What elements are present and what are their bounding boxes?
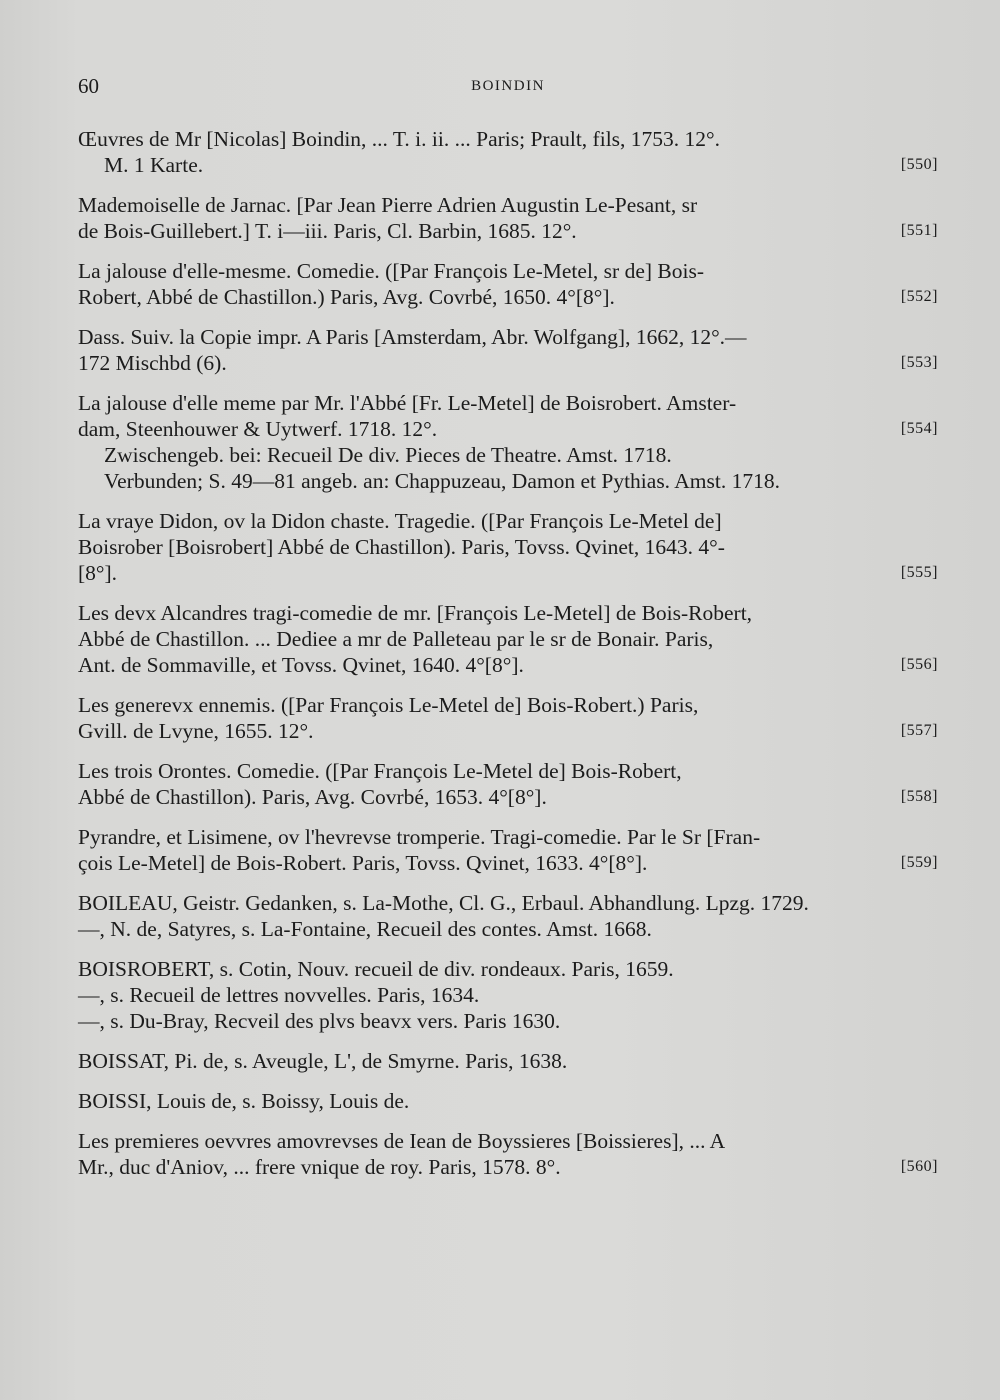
entry-line: BOISSI, Louis de, s. Boissy, Louis de. xyxy=(78,1089,410,1113)
entry-line: Robert, Abbé de Chastillon.) Paris, Avg. Covrbé, 1650. 4°[8°]. [552] xyxy=(78,285,938,309)
entry-line: Les trois Orontes. Comedie. ([Par François Le-Metel de] Bois-Robert, xyxy=(78,759,682,783)
entry-line: BOISROBERT, s. Cotin, Nouv. recueil de div. rondeaux. Paris, 1659. xyxy=(78,957,674,981)
entry-line: BOILEAU, Geistr. Gedanken, s. La-Mothe, Cl. G., Erbaul. Abhandlung. Lpzg. 1729. xyxy=(78,891,809,915)
entry-line: —, s. Recueil de lettres novvelles. Paris, 1634. xyxy=(78,983,480,1007)
entry-line: Les generevx ennemis. ([Par François Le-Metel de] Bois-Robert.) Paris, xyxy=(78,693,699,717)
entry-boileau xyxy=(78,890,940,942)
entry-number: [552] xyxy=(900,288,938,305)
entry-550 xyxy=(78,126,940,178)
entry-line: La jalouse d'elle meme par Mr. l'Abbé [Fr. Le-Metel] de Boisrobert. Amster- xyxy=(78,391,737,415)
entry-557 xyxy=(78,692,940,744)
entry-number: [559] xyxy=(900,854,938,871)
entry-551 xyxy=(78,192,940,244)
entry-line: Abbé de Chastillon. ... Dediee a mr de Palleteau par le sr de Bonair. Paris, xyxy=(78,627,714,651)
entry-line: dam, Steenhouwer & Uytwerf. 1718. 12°. [554] xyxy=(78,417,938,441)
entry-line: [8°]. [555] xyxy=(78,561,938,585)
entry-line: M. 1 Karte. [550] xyxy=(104,153,938,177)
entry-line: Les devx Alcandres tragi-comedie de mr. [François Le-Metel] de Bois-Robert, xyxy=(78,601,753,625)
entry-553 xyxy=(78,324,940,376)
entry-number: [555] xyxy=(900,564,938,581)
page-number: 60 xyxy=(78,74,99,98)
entry-554 xyxy=(78,390,940,494)
entry-note: Verbunden; S. 49—81 angeb. an: Chappuzeau, Damon et Pythias. Amst. 1718. xyxy=(104,469,780,493)
entry-line: La vraye Didon, ov la Didon chaste. Tragedie. ([Par François Le-Metel de] xyxy=(78,509,722,533)
entry-line: Mr., duc d'Aniov, ... frere vnique de roy. Paris, 1578. 8°. [560] xyxy=(78,1155,938,1179)
page-header xyxy=(78,74,938,104)
entry-number: [553] xyxy=(900,354,938,371)
entry-number: [558] xyxy=(900,788,938,805)
entry-boissat xyxy=(78,1048,940,1074)
catalog-entries xyxy=(78,126,940,1194)
entry-note: Zwischengeb. bei: Recueil De div. Pieces de Theatre. Amst. 1718. xyxy=(104,443,672,467)
entry-line: La jalouse d'elle-mesme. Comedie. ([Par François Le-Metel, sr de] Bois- xyxy=(78,259,704,283)
entry-line: Les premieres oevvres amovrevses de Iean de Boyssieres [Boissieres], ... A xyxy=(78,1129,726,1153)
entry-number: [551] xyxy=(900,222,938,239)
entry-line: Abbé de Chastillon). Paris, Avg. Covrbé, 1653. 4°[8°]. [558] xyxy=(78,785,938,809)
entry-number: [557] xyxy=(900,722,938,739)
entry-560 xyxy=(78,1128,940,1180)
entry-558 xyxy=(78,758,940,810)
entry-line: Gvill. de Lvyne, 1655. 12°. [557] xyxy=(78,719,938,743)
entry-line: Boisrober [Boisrobert] Abbé de Chastillon). Paris, Tovss. Qvinet, 1643. 4°- xyxy=(78,535,725,559)
entry-line: —, N. de, Satyres, s. La-Fontaine, Recueil des contes. Amst. 1668. xyxy=(78,917,652,941)
entry-line: Dass. Suiv. la Copie impr. A Paris [Amsterdam, Abr. Wolfgang], 1662, 12°.— xyxy=(78,325,747,349)
entry-555 xyxy=(78,508,940,586)
entry-number: [554] xyxy=(900,420,938,437)
entry-number: [550] xyxy=(900,156,938,173)
entry-number: [560] xyxy=(900,1158,938,1175)
entry-line: Pyrandre, et Lisimene, ov l'hevrevse tromperie. Tragi-comedie. Par le Sr [Fran- xyxy=(78,825,761,849)
entry-line: BOISSAT, Pi. de, s. Aveugle, L', de Smyrne. Paris, 1638. xyxy=(78,1049,568,1073)
entry-559 xyxy=(78,824,940,876)
entry-boissi xyxy=(78,1088,940,1114)
entry-552 xyxy=(78,258,940,310)
entry-line: Ant. de Sommaville, et Tovss. Qvinet, 1640. 4°[8°]. [556] xyxy=(78,653,938,677)
running-title: BOINDIN xyxy=(471,78,545,94)
entry-line: çois Le-Metel] de Bois-Robert. Paris, Tovss. Qvinet, 1633. 4°[8°]. [559] xyxy=(78,851,938,875)
entry-line: Œuvres de Mr [Nicolas] Boindin, ... T. i. ii. ... Paris; Prault, fils, 1753. 12°. xyxy=(78,127,721,151)
entry-line: 172 Mischbd (6). [553] xyxy=(78,351,938,375)
entry-line: de Bois-Guillebert.] T. i—iii. Paris, Cl. Barbin, 1685. 12°. [551] xyxy=(78,219,938,243)
entry-556 xyxy=(78,600,940,678)
entry-boisrobert xyxy=(78,956,940,1034)
entry-line: Mademoiselle de Jarnac. [Par Jean Pierre Adrien Augustin Le-Pesant, sr xyxy=(78,193,698,217)
entry-line: —, s. Du-Bray, Recveil des plvs beavx vers. Paris 1630. xyxy=(78,1009,561,1033)
entry-number: [556] xyxy=(900,656,938,673)
